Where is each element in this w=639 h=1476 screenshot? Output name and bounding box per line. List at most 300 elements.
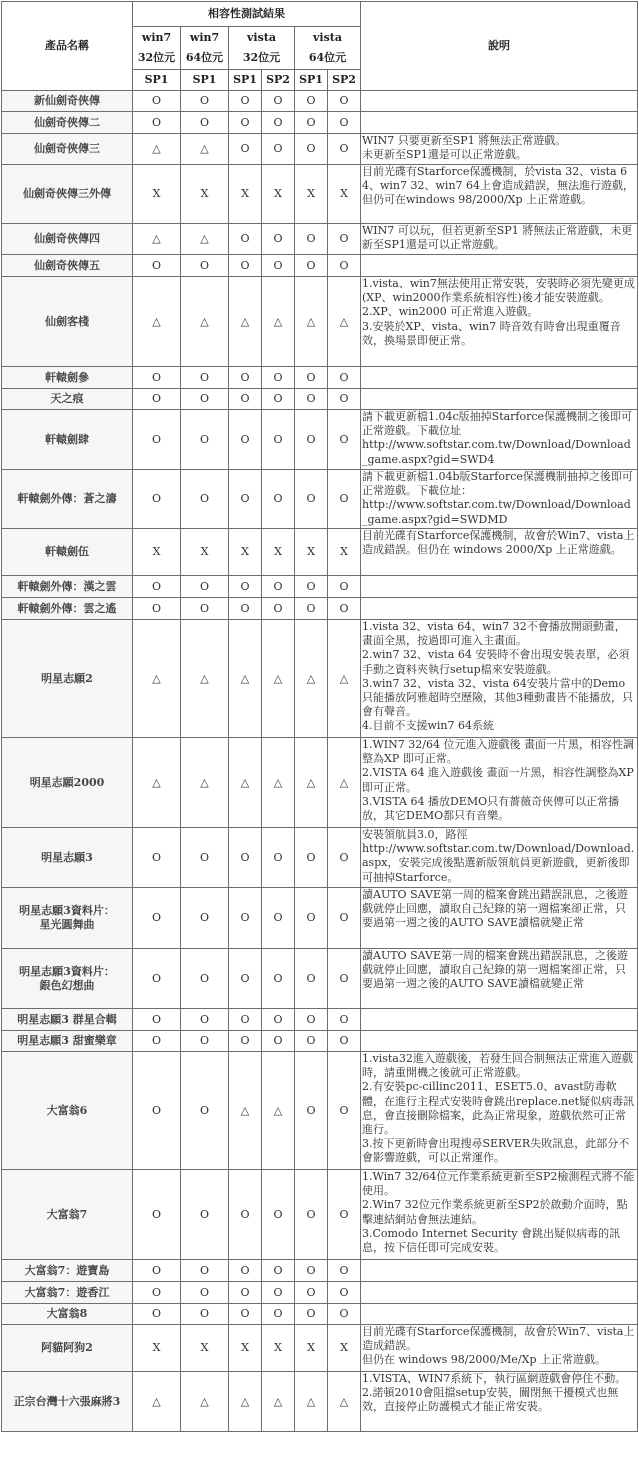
product-name: 明星志願3 bbox=[2, 828, 133, 888]
note-cell bbox=[361, 1260, 638, 1282]
compat-mark: △ bbox=[181, 738, 229, 828]
compat-mark: O bbox=[328, 888, 361, 949]
compat-mark: O bbox=[328, 1304, 361, 1325]
product-name: 明星志願3 甜蜜樂章 bbox=[2, 1031, 133, 1052]
note-cell bbox=[361, 598, 638, 620]
compat-mark: O bbox=[229, 1009, 262, 1031]
compat-mark: O bbox=[262, 112, 295, 134]
note-cell bbox=[361, 1009, 638, 1031]
compat-mark: O bbox=[295, 112, 328, 134]
compat-mark: O bbox=[133, 112, 181, 134]
compat-mark: O bbox=[328, 828, 361, 888]
compat-mark: △ bbox=[133, 738, 181, 828]
compat-mark: X bbox=[328, 1325, 361, 1372]
compat-mark: △ bbox=[133, 224, 181, 255]
table-row bbox=[2, 1372, 638, 1432]
sp-header: SP2 bbox=[262, 70, 295, 91]
note-cell bbox=[361, 949, 638, 1009]
compat-mark: O bbox=[328, 224, 361, 255]
compat-mark: X bbox=[133, 529, 181, 576]
compat-mark: △ bbox=[262, 1052, 295, 1170]
table-row bbox=[2, 598, 638, 620]
table-row bbox=[2, 1282, 638, 1304]
table-row bbox=[2, 410, 638, 470]
product-name-header: 產品名稱 bbox=[2, 2, 133, 91]
compat-mark: O bbox=[133, 949, 181, 1009]
product-name: 軒轅劍伍 bbox=[2, 529, 133, 576]
compat-mark: X bbox=[295, 1325, 328, 1372]
compat-mark: O bbox=[133, 91, 181, 112]
compat-mark: O bbox=[295, 1052, 328, 1170]
table-body bbox=[2, 91, 638, 1432]
compat-mark: O bbox=[328, 255, 361, 277]
compat-mark: △ bbox=[133, 1372, 181, 1432]
compat-mark: O bbox=[181, 1304, 229, 1325]
compat-mark: O bbox=[262, 1031, 295, 1052]
table-row bbox=[2, 91, 638, 112]
note-cell bbox=[361, 1170, 638, 1260]
note-cell bbox=[361, 389, 638, 410]
compat-mark: O bbox=[181, 410, 229, 470]
compat-mark: △ bbox=[295, 620, 328, 738]
note-text: 讀AUTO SAVE第一周的檔案會跳出錯誤訊息，之後遊戲就停止回應，讀取自己紀錄的第一週檔案卻正常，只要過第一週之後的AUTO SAVE讀檔就變正常 bbox=[362, 888, 628, 930]
compat-mark: △ bbox=[229, 277, 262, 367]
compat-mark: X bbox=[295, 165, 328, 224]
compat-mark: O bbox=[181, 888, 229, 949]
note-text: 未更新至SP1還是可以正常遊戲。 bbox=[362, 148, 527, 162]
note-cell bbox=[361, 112, 638, 134]
note-cell bbox=[361, 1282, 638, 1304]
compat-mark: O bbox=[133, 1282, 181, 1304]
note-text: 請下載更新檔1.04b版Starforce保護機制抽掉之後即可正常遊戲。下載位址： bbox=[362, 470, 633, 498]
table-row bbox=[2, 828, 638, 888]
compat-mark: O bbox=[295, 1282, 328, 1304]
compat-mark: O bbox=[229, 828, 262, 888]
compat-mark: O bbox=[295, 367, 328, 389]
table-row bbox=[2, 949, 638, 1009]
compat-mark: △ bbox=[133, 277, 181, 367]
compat-mark: O bbox=[133, 389, 181, 410]
compat-mark: X bbox=[229, 529, 262, 576]
compat-mark: O bbox=[328, 576, 361, 598]
note-text: 2.win7 32、vista 64 安裝時不會出現安裝表單，必須手動之資料夾執行setup檔來安裝遊戲。 bbox=[362, 648, 630, 676]
sp-header: SP1 bbox=[229, 70, 262, 91]
compat-mark: O bbox=[295, 410, 328, 470]
note-text: 1.vista 32、vista 64、win7 32不會播放開頭動畫，畫面全黑，按過即可進入主畫面。 bbox=[362, 620, 626, 648]
compat-mark: O bbox=[262, 1009, 295, 1031]
note-text: 1.vista、win7無法使用正常安裝，安裝時必須先變更成(XP、win2000作業系統相容性)後才能安裝遊戲。 bbox=[362, 277, 635, 305]
compat-mark: X bbox=[133, 165, 181, 224]
compat-mark: O bbox=[229, 367, 262, 389]
compat-mark: △ bbox=[229, 1052, 262, 1170]
compat-mark: O bbox=[229, 389, 262, 410]
product-name: 天之痕 bbox=[2, 389, 133, 410]
compat-mark: O bbox=[133, 255, 181, 277]
note-text: 2.XP、win2000 可正常進入遊戲。 bbox=[362, 305, 539, 319]
compat-mark: △ bbox=[133, 620, 181, 738]
sp-header: SP2 bbox=[328, 70, 361, 91]
compatibility-table bbox=[1, 1, 638, 1432]
product-name: 新仙劍奇俠傳 bbox=[2, 91, 133, 112]
note-cell bbox=[361, 165, 638, 224]
os-group-header: vista 32位元 bbox=[229, 27, 295, 70]
compat-mark: X bbox=[262, 529, 295, 576]
compat-mark: △ bbox=[181, 224, 229, 255]
os-group-header: win7 32位元 bbox=[133, 27, 181, 70]
compat-mark: X bbox=[133, 1325, 181, 1372]
compat-mark: O bbox=[181, 1170, 229, 1260]
compat-mark: O bbox=[229, 224, 262, 255]
compat-mark: O bbox=[262, 224, 295, 255]
table-row bbox=[2, 1304, 638, 1325]
table-row bbox=[2, 738, 638, 828]
note-cell bbox=[361, 529, 638, 576]
compat-mark: O bbox=[295, 470, 328, 529]
table-row bbox=[2, 1325, 638, 1372]
compat-mark: △ bbox=[262, 620, 295, 738]
note-text: WIN7 可以玩，但若更新至SP1 將無法正常遊戲，未更新至SP1還是可以正常遊戲。 bbox=[362, 224, 633, 252]
compat-mark: O bbox=[133, 1170, 181, 1260]
compat-mark: O bbox=[133, 1052, 181, 1170]
product-name: 軒轅劍外傳：雲之遙 bbox=[2, 598, 133, 620]
compat-mark: X bbox=[328, 529, 361, 576]
compat-mark: O bbox=[133, 1304, 181, 1325]
note-text: http://www.softstar.com.tw/Download/Download.aspx，安裝完成後點選新版領航員更新遊戲，更新後即可抽掉Starforce。 bbox=[362, 842, 635, 884]
compat-mark: O bbox=[133, 1260, 181, 1282]
compat-mark: X bbox=[328, 165, 361, 224]
note-cell bbox=[361, 620, 638, 738]
note-text: WIN7 只要更新至SP1 將無法正常遊戲。 bbox=[362, 134, 567, 147]
table-row bbox=[2, 1170, 638, 1260]
table-row bbox=[2, 277, 638, 367]
table-row bbox=[2, 1031, 638, 1052]
note-cell bbox=[361, 1031, 638, 1052]
table-row bbox=[2, 224, 638, 255]
compat-mark: O bbox=[181, 828, 229, 888]
compat-mark: O bbox=[295, 949, 328, 1009]
note-cell bbox=[361, 410, 638, 470]
product-name: 大富翁7 bbox=[2, 1170, 133, 1260]
table-row bbox=[2, 620, 638, 738]
note-cell bbox=[361, 255, 638, 277]
table-row bbox=[2, 255, 638, 277]
compat-mark: △ bbox=[328, 620, 361, 738]
compat-mark: O bbox=[181, 1031, 229, 1052]
note-cell bbox=[361, 888, 638, 949]
compat-mark: O bbox=[295, 1170, 328, 1260]
product-name: 明星志願3資料片： 星光圓舞曲 bbox=[2, 888, 133, 949]
compat-mark: O bbox=[295, 598, 328, 620]
product-name: 明星志願2000 bbox=[2, 738, 133, 828]
compat-mark: O bbox=[133, 470, 181, 529]
note-text: http://www.softstar.com.tw/Download/Download_game.aspx?gid=SWDMD bbox=[362, 498, 631, 526]
results-header: 相容性測試結果 bbox=[133, 2, 361, 27]
compat-mark: O bbox=[295, 91, 328, 112]
product-name: 軒轅劍外傳：漢之雲 bbox=[2, 576, 133, 598]
compat-mark: O bbox=[181, 1282, 229, 1304]
compat-mark: O bbox=[295, 1009, 328, 1031]
compat-mark: X bbox=[181, 1325, 229, 1372]
compat-mark: O bbox=[133, 1009, 181, 1031]
compat-mark: O bbox=[262, 470, 295, 529]
compat-mark: △ bbox=[295, 277, 328, 367]
os-group-header: vista 64位元 bbox=[295, 27, 361, 70]
compat-mark: O bbox=[229, 134, 262, 165]
product-name: 仙劍奇俠傳五 bbox=[2, 255, 133, 277]
compat-mark: O bbox=[295, 1304, 328, 1325]
compat-mark: X bbox=[262, 165, 295, 224]
product-name: 大富翁6 bbox=[2, 1052, 133, 1170]
compat-mark: △ bbox=[133, 134, 181, 165]
table-row bbox=[2, 529, 638, 576]
compat-mark: O bbox=[262, 949, 295, 1009]
compat-mark: O bbox=[295, 134, 328, 165]
compat-mark: O bbox=[328, 1052, 361, 1170]
product-name: 大富翁8 bbox=[2, 1304, 133, 1325]
compat-mark: O bbox=[328, 598, 361, 620]
compat-mark: X bbox=[229, 1325, 262, 1372]
note-text: 但仍在 windows 98/2000/Me/Xp 上正常遊戲。 bbox=[362, 1353, 606, 1367]
compat-mark: O bbox=[328, 112, 361, 134]
compat-mark: O bbox=[229, 1282, 262, 1304]
compat-mark: △ bbox=[328, 1372, 361, 1432]
compat-mark: O bbox=[181, 389, 229, 410]
compat-mark: O bbox=[262, 389, 295, 410]
compat-mark: O bbox=[229, 410, 262, 470]
compat-mark: O bbox=[181, 112, 229, 134]
compat-mark: △ bbox=[181, 277, 229, 367]
compat-mark: O bbox=[295, 389, 328, 410]
note-text: 1.WIN7 32/64 位元進入遊戲後 畫面一片黑，相容性調整為XP 即可正常。 bbox=[362, 738, 634, 766]
compat-mark: O bbox=[328, 1170, 361, 1260]
compat-mark: △ bbox=[181, 620, 229, 738]
note-text: 2.Win7 32位元作業系統更新至SP2於啟動介面時，點擊連結網站會無法連結。 bbox=[362, 1198, 628, 1226]
compat-mark: △ bbox=[181, 134, 229, 165]
product-name: 仙劍奇俠傳三 bbox=[2, 134, 133, 165]
compat-mark: O bbox=[295, 576, 328, 598]
compat-mark: △ bbox=[181, 1372, 229, 1432]
product-name: 正宗台灣十六張麻將3 bbox=[2, 1372, 133, 1432]
note-cell bbox=[361, 277, 638, 367]
note-text: 請下載更新檔1.04c版抽掉Starforce保護機制之後即可正常遊戲。下載位址 bbox=[362, 410, 633, 438]
product-name: 明星志願2 bbox=[2, 620, 133, 738]
compat-mark: O bbox=[229, 255, 262, 277]
compat-mark: O bbox=[229, 470, 262, 529]
compat-mark: O bbox=[262, 576, 295, 598]
product-name: 阿貓阿狗2 bbox=[2, 1325, 133, 1372]
note-cell bbox=[361, 738, 638, 828]
compat-mark: O bbox=[229, 1260, 262, 1282]
compat-mark: O bbox=[262, 134, 295, 165]
compat-mark: X bbox=[295, 529, 328, 576]
compat-mark: △ bbox=[295, 1372, 328, 1432]
compat-mark: △ bbox=[328, 277, 361, 367]
compat-mark: O bbox=[229, 576, 262, 598]
compat-mark: O bbox=[133, 598, 181, 620]
compat-mark: △ bbox=[328, 738, 361, 828]
product-name: 明星志願3資料片： 銀色幻想曲 bbox=[2, 949, 133, 1009]
note-cell bbox=[361, 224, 638, 255]
sp-header: SP1 bbox=[133, 70, 181, 91]
note-text: 4.目前不支援win7 64系統 bbox=[362, 719, 495, 733]
compat-mark: O bbox=[133, 888, 181, 949]
note-cell bbox=[361, 1052, 638, 1170]
compat-mark: O bbox=[181, 1260, 229, 1282]
compat-mark: △ bbox=[262, 1372, 295, 1432]
product-name: 明星志願3 群星合輯 bbox=[2, 1009, 133, 1031]
note-text: 2.諾頓2010會阻擋setup安裝，關閉無干擾模式也無效，直接停止防護模式才能正常安裝。 bbox=[362, 1386, 619, 1414]
compat-mark: O bbox=[295, 828, 328, 888]
compat-mark: O bbox=[133, 576, 181, 598]
note-cell bbox=[361, 1304, 638, 1325]
table-row bbox=[2, 112, 638, 134]
compat-mark: O bbox=[133, 367, 181, 389]
table-row bbox=[2, 1009, 638, 1031]
note-text: 3.安裝於XP、vista、win7 時音效有時會出現重覆音效，換場景即便正常。 bbox=[362, 319, 621, 347]
compat-mark: O bbox=[229, 1031, 262, 1052]
note-text: 3.win7 32、vista 32、vista 64安裝片當中的Demo只能播放阿雅超時空歷險，其他3種動畫皆不能播放，只會有聲音。 bbox=[362, 676, 633, 719]
note-text: 1.Win7 32/64位元作業系統更新至SP2檢測程式將不能使用。 bbox=[362, 1170, 635, 1198]
sp-header: SP1 bbox=[295, 70, 328, 91]
compat-mark: O bbox=[262, 1282, 295, 1304]
product-name: 軒轅劍外傳：蒼之濤 bbox=[2, 470, 133, 529]
compat-mark: △ bbox=[229, 620, 262, 738]
compat-mark: O bbox=[181, 255, 229, 277]
product-name: 仙劍奇俠傳二 bbox=[2, 112, 133, 134]
notes-header: 說明 bbox=[361, 2, 638, 91]
note-text: 安裝領航員3.0，路徑 bbox=[362, 828, 468, 841]
compat-mark: O bbox=[133, 828, 181, 888]
product-name: 仙劍客棧 bbox=[2, 277, 133, 367]
compat-mark: O bbox=[181, 1052, 229, 1170]
note-cell bbox=[361, 470, 638, 529]
compat-mark: O bbox=[328, 389, 361, 410]
compat-mark: X bbox=[181, 529, 229, 576]
note-text: 1.vista32進入遊戲後，若發生回合制無法正常進入遊戲時，請重開機之後就可正常遊戲。 bbox=[362, 1052, 633, 1080]
product-name: 軒轅劍肆 bbox=[2, 410, 133, 470]
table-row bbox=[2, 888, 638, 949]
product-name: 大富翁7：遊寶島 bbox=[2, 1260, 133, 1282]
compat-mark: X bbox=[181, 165, 229, 224]
compat-mark: O bbox=[181, 1009, 229, 1031]
compat-mark: O bbox=[229, 112, 262, 134]
compat-mark: △ bbox=[229, 738, 262, 828]
compat-mark: O bbox=[229, 888, 262, 949]
compat-mark: O bbox=[262, 888, 295, 949]
compat-mark: X bbox=[229, 165, 262, 224]
compat-mark: O bbox=[328, 1260, 361, 1282]
compat-mark: △ bbox=[262, 277, 295, 367]
compat-mark: O bbox=[262, 91, 295, 112]
compat-mark: O bbox=[229, 949, 262, 1009]
compat-mark: O bbox=[229, 1170, 262, 1260]
table-row bbox=[2, 134, 638, 165]
note-cell bbox=[361, 576, 638, 598]
compat-mark: O bbox=[295, 1260, 328, 1282]
compat-mark: O bbox=[229, 91, 262, 112]
table-row bbox=[2, 165, 638, 224]
note-text: 目前光碟有Starforce保護機制，故會於Win7、vista上造成錯誤。但仍在 windows 2000/Xp 上正常遊戲。 bbox=[362, 529, 635, 557]
table-row bbox=[2, 389, 638, 410]
compat-mark: O bbox=[328, 134, 361, 165]
compat-mark: O bbox=[229, 1304, 262, 1325]
note-cell bbox=[361, 828, 638, 888]
compat-mark: O bbox=[262, 255, 295, 277]
table-row bbox=[2, 1260, 638, 1282]
compat-mark: O bbox=[295, 224, 328, 255]
compat-mark: X bbox=[262, 1325, 295, 1372]
note-text: http://www.softstar.com.tw/Download/Download_game.aspx?gid=SWD4 bbox=[362, 438, 631, 466]
compat-mark: O bbox=[181, 949, 229, 1009]
compat-mark: O bbox=[229, 598, 262, 620]
compat-mark: O bbox=[262, 367, 295, 389]
note-text: 3.Comodo Internet Security 會跳出疑似病毒的訊息，按下信任即可完成安裝。 bbox=[362, 1226, 621, 1255]
note-text: 讀AUTO SAVE第一周的檔案會跳出錯誤訊息，之後遊戲就停止回應，讀取自己紀錄的第一週檔案卻正常，只要過第一週之後的AUTO SAVE讀檔就變正常 bbox=[362, 949, 628, 991]
table-row bbox=[2, 1052, 638, 1170]
compat-mark: △ bbox=[262, 738, 295, 828]
compat-mark: O bbox=[328, 91, 361, 112]
compat-mark: O bbox=[181, 367, 229, 389]
compat-mark: O bbox=[295, 255, 328, 277]
sp-header: SP1 bbox=[181, 70, 229, 91]
table-row bbox=[2, 470, 638, 529]
compat-mark: O bbox=[328, 367, 361, 389]
compat-mark: O bbox=[295, 1031, 328, 1052]
compat-mark: O bbox=[295, 888, 328, 949]
compat-mark: O bbox=[262, 1170, 295, 1260]
compat-mark: O bbox=[262, 1260, 295, 1282]
compat-mark: O bbox=[262, 1304, 295, 1325]
compat-mark: O bbox=[181, 576, 229, 598]
compat-mark: O bbox=[181, 91, 229, 112]
compat-mark: O bbox=[181, 470, 229, 529]
compat-mark: O bbox=[262, 598, 295, 620]
compat-mark: O bbox=[328, 1282, 361, 1304]
note-text: 1.VISTA、WIN7系統下，執行區網遊戲會停住不動。 bbox=[362, 1372, 627, 1385]
note-text: 3.VISTA 64 播放DEMO只有薔薇奇俠傳可以正常播放，其它DEMO都只有音樂。 bbox=[362, 794, 620, 823]
note-text: 目前光碟有Starforce保護機制，於vista 32、vista 64、win7 32、win7 64上會造成錯誤，無法進行遊戲，但仍可在windows 98/2000/Xp 上正常遊戲。 bbox=[362, 165, 635, 207]
product-name: 軒轅劍參 bbox=[2, 367, 133, 389]
compat-mark: O bbox=[133, 1031, 181, 1052]
note-cell bbox=[361, 1372, 638, 1432]
os-group-header: win7 64位元 bbox=[181, 27, 229, 70]
compat-mark: O bbox=[328, 1031, 361, 1052]
compat-mark: O bbox=[328, 1009, 361, 1031]
compat-mark: O bbox=[328, 470, 361, 529]
note-text: 目前光碟有Starforce保護機制，故會於Win7、vista上造成錯誤。 bbox=[362, 1325, 635, 1353]
table-row bbox=[2, 367, 638, 389]
note-text: 3.按下更新時會出現搜尋SERVER失敗訊息，此部分不會影響遊戲，可以正常運作。 bbox=[362, 1137, 630, 1165]
note-cell bbox=[361, 91, 638, 112]
compat-mark: O bbox=[181, 598, 229, 620]
table-row bbox=[2, 576, 638, 598]
product-name: 仙劍奇俠傳四 bbox=[2, 224, 133, 255]
product-name: 大富翁7：遊香江 bbox=[2, 1282, 133, 1304]
compat-mark: O bbox=[133, 410, 181, 470]
compat-mark: △ bbox=[295, 738, 328, 828]
product-name: 仙劍奇俠傳三外傳 bbox=[2, 165, 133, 224]
note-cell bbox=[361, 1325, 638, 1372]
compat-mark: O bbox=[262, 828, 295, 888]
compat-mark: △ bbox=[229, 1372, 262, 1432]
compat-mark: O bbox=[328, 410, 361, 470]
note-cell bbox=[361, 367, 638, 389]
note-text: 2.VISTA 64 進入遊戲後 畫面一片黑，相容性調整為XP 即可正常。 bbox=[362, 766, 634, 794]
compat-mark: O bbox=[328, 949, 361, 1009]
note-text: 2.有安裝pc-cillinc2011、ESET5.0、avast防毒軟體，在進行主程式安裝時會跳出replace.net疑似病毒訊息，會直接刪除檔案，此為正常現象，遊戲依然可正常進行。 bbox=[362, 1080, 635, 1137]
note-cell bbox=[361, 134, 638, 165]
compat-mark: O bbox=[262, 410, 295, 470]
